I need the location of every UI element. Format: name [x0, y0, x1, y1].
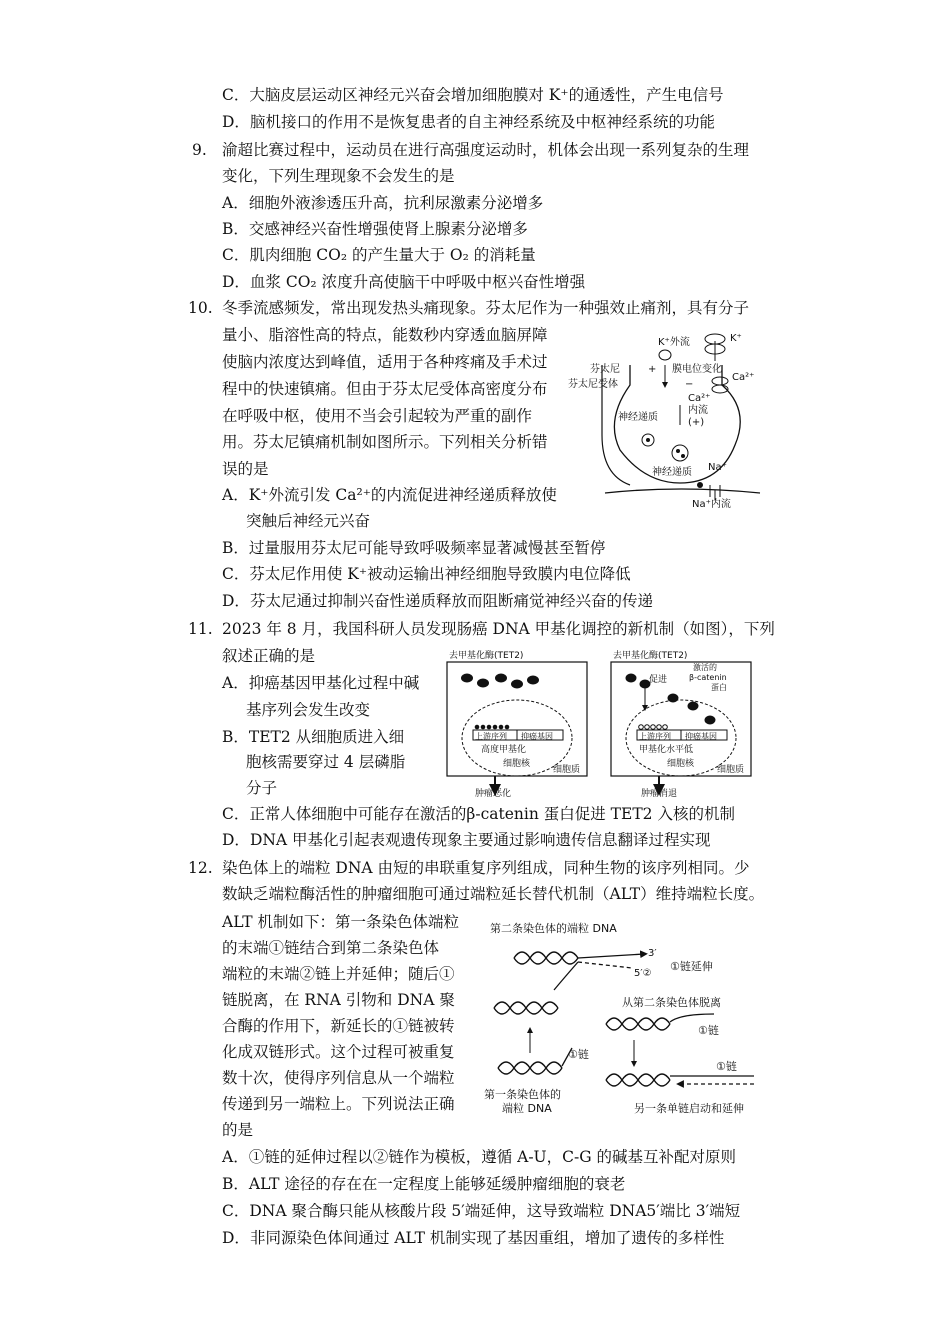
q11-fig-left-upstream: 上游序列: [475, 732, 507, 741]
q11-fig-left-enzyme: 去甲基化酶(TET2): [449, 651, 524, 661]
q10-fig-plus: (+): [688, 417, 705, 428]
q10-fig-membrane-change: 膜电位变化: [672, 364, 722, 375]
q11-fig-right-cytoplasm: 细胞质: [717, 765, 745, 775]
q11-fig-right-nucleus: 细胞核: [667, 759, 695, 769]
q11-fig-left-result: 肿瘤恶化: [475, 789, 512, 798]
q10-fig-transmitter: 神经递质: [618, 412, 658, 423]
q11-fig-right-catenin: β-catenin: [689, 673, 727, 682]
q12-option-a: A．①链的延伸过程以②链作为模板，遵循 A-U，C-G 的碱基互补配对原则: [222, 1148, 737, 1166]
q12-fig-chain1: ①链: [698, 1024, 719, 1037]
q12-stem-line2: 数缺乏端粒酶活性的肿瘤细胞可通过端粒延长替代机制（ALT）维持端粒长度。: [222, 885, 765, 903]
q11-stem-line2: 叙述正确的是: [222, 647, 316, 665]
q12-alt-figure: [484, 918, 774, 1118]
q10-fig-ca: Ca²⁺: [732, 372, 755, 383]
q9-option-a: A．细胞外液渗透压升高，抗利尿激素分泌增多: [222, 194, 544, 212]
q10-option-a-cont: 突触后神经元兴奋: [246, 512, 371, 530]
q11-option-c: C．正常人体细胞中可能存在激活的β-catenin 蛋白促进 TET2 入核的机制: [222, 805, 735, 823]
q11-fig-left-cytoplasm: 细胞质: [553, 765, 581, 775]
q10-stem-line3: 使脑内浓度达到峰值，适用于各种疼痛及手术过: [222, 353, 548, 371]
q10-option-c: C．芬太尼作用使 K⁺被动运输出神经细胞导致膜内电位降低: [222, 565, 631, 583]
q11-fig-left-nucleus: 细胞核: [503, 759, 531, 769]
q9-option-b: B．交感神经兴奋性增强使肾上腺素分泌增多: [222, 220, 528, 238]
q11-number: 11.: [188, 620, 213, 638]
q10-option-d: D．芬太尼通过抑制兴奋性递质释放而阻断痛觉神经兴奋的传递: [222, 592, 653, 610]
q11-fig-right-promote: 促进: [649, 675, 668, 685]
q10-fig-fentanyl: 芬太尼: [590, 364, 620, 375]
q12-option-b: B．ALT 途径的存在在一定程度上能够延缓肿瘤细胞的衰老: [222, 1175, 626, 1193]
q11-option-a: A．抑癌基因甲基化过程中碱: [222, 674, 420, 692]
q10-fig-k-out: K⁺外流: [658, 337, 690, 348]
q11-fig-right-upstream: 上游序列: [639, 732, 671, 741]
q11-fig-right-level: 甲基化水平低: [639, 745, 694, 755]
q12-stem-line7: 合酶的作用下，新延长的①链被转: [222, 1017, 455, 1035]
q11-fig-right-gene: 抑癌基因: [685, 732, 717, 741]
q12-stem-line9: 数十次，使得序列信息从一个端粒: [222, 1069, 455, 1087]
q12-stem-line3: ALT 机制如下：第一条染色体端粒: [222, 913, 459, 931]
q11-fig-left-gene: 抑癌基因: [521, 732, 553, 741]
q9-option-d: D．血浆 CO₂ 浓度升高使脑干中呼吸中枢兴奋性增强: [222, 273, 586, 291]
q10-stem-line6: 用。芬太尼镇痛机制如图所示。下列相关分析错: [222, 433, 548, 451]
q9-number: 9.: [192, 141, 207, 159]
q11-option-a-cont: 基序列会发生改变: [246, 701, 371, 719]
q11-stem-line1: 2023 年 8 月，我国科研人员发现肠癌 DNA 甲基化调控的新机制（如图），下列: [222, 620, 775, 638]
q10-stem-line5: 在呼吸中枢，使用不当会引起较为严重的副作: [222, 407, 533, 425]
q12-option-c: C．DNA 聚合酶只能从核酸片段 5′端延伸，这导致端粒 DNA5′端比 3′端短: [222, 1202, 741, 1220]
q11-fig-left-level: 高度甲基化: [481, 745, 527, 755]
q10-stem-line2: 量小、脂溶性高的特点，能数秒内穿透血脑屏障: [222, 326, 548, 344]
q12-fig-detach: 从第二条染色体脱离: [622, 996, 721, 1009]
q10-option-b: B．过量服用芬太尼可能导致呼吸频率显著减慢甚至暂停: [222, 539, 606, 557]
q10-stem-line7: 误的是: [222, 460, 269, 478]
q12-stem-line5: 端粒的末端②链上并延伸；随后①: [222, 965, 455, 983]
q10-fig-na-in: Na⁺内流: [692, 499, 731, 510]
q10-fig-inflow: 内流: [688, 405, 708, 416]
q10-fig-transmitter2: 神经递质: [652, 467, 692, 478]
q11-option-b-cont2: 分子: [246, 779, 278, 797]
q8-option-d: D．脑机接口的作用不是恢复患者的自主神经系统及中枢神经系统的功能: [222, 113, 715, 131]
q10-fig-receptor: 芬太尼受体: [568, 379, 618, 390]
q10-stem-line1: 冬季流感频发，常出现发热头痛现象。芬太尼作为一种强效止痛剂，具有分子: [222, 299, 750, 317]
q11-option-b-cont1: 胞核需要穿过 4 层磷脂: [246, 753, 406, 771]
q11-methylation-figure: [445, 648, 755, 798]
q9-stem-line2: 变化，下列生理现象不会发生的是: [222, 167, 455, 185]
q10-synapse-figure: [560, 325, 770, 510]
q12-fig-chain1b: ①链: [568, 1048, 589, 1061]
q11-option-d: D．DNA 甲基化引起表观遗传现象主要通过影响遗传信息翻译过程实现: [222, 831, 711, 849]
q12-fig-bottom-left2: 端粒 DNA: [502, 1102, 552, 1115]
q10-stem-line4: 程中的快速镇痛。但由于芬太尼受体高密度分布: [222, 380, 548, 398]
q12-fig-five-prime: 5′②: [634, 968, 652, 979]
q12-stem-line10: 传递到另一端粒上。下列说法正确: [222, 1095, 455, 1113]
q10-fig-ca-in: Ca²⁺: [688, 393, 711, 404]
q12-fig-bottom-left1: 第一条染色体的: [484, 1088, 561, 1101]
q9-option-c: C．肌肉细胞 CO₂ 的产生量大于 O₂ 的消耗量: [222, 246, 536, 264]
q8-option-c: C．大脑皮层运动区神经元兴奋会增加细胞膜对 K⁺的通透性，产生电信号: [222, 86, 724, 104]
q10-option-a: A．K⁺外流引发 Ca²⁺的内流促进神经递质释放使: [222, 486, 557, 504]
q11-fig-right-protein: 蛋白: [711, 683, 727, 692]
q12-number: 12.: [188, 859, 213, 877]
q12-option-d: D．非同源染色体间通过 ALT 机制实现了基因重组，增加了遗传的多样性: [222, 1229, 725, 1247]
q12-fig-bottom-right: 另一条单链启动和延伸: [634, 1102, 744, 1115]
q10-fig-sign-plus: +: [648, 364, 657, 375]
q11-fig-right-enzyme: 去甲基化酶(TET2): [613, 651, 688, 661]
q12-fig-three-prime: 3′: [648, 948, 657, 959]
q12-fig-chain1c: ①链: [716, 1060, 737, 1073]
q11-option-b: B．TET2 从细胞质进入细: [222, 728, 405, 746]
q9-stem-line1: 渝超比赛过程中，运动员在进行高强度运动时，机体会出现一系列复杂的生理: [222, 141, 750, 159]
q11-fig-right-result: 肿瘤消退: [641, 789, 678, 798]
q10-fig-k-ion: K⁺: [730, 333, 742, 344]
q10-number: 10.: [188, 299, 213, 317]
q12-stem-line8: 化成双链形式。这个过程可被重复: [222, 1043, 455, 1061]
q12-stem-line1: 染色体上的端粒 DNA 由短的串联重复序列组成，同种生物的该序列相同。少: [222, 859, 750, 877]
q10-fig-na: Na⁺: [708, 462, 727, 473]
q12-fig-chain1-extend: ①链延伸: [670, 960, 713, 973]
q12-fig-top-label: 第二条染色体的端粒 DNA: [490, 922, 617, 935]
q10-fig-sign-minus: −: [685, 379, 694, 390]
q11-fig-right-activated: 激活的: [693, 663, 717, 672]
q12-stem-line4: 的末端①链结合到第二条染色体: [222, 939, 440, 957]
q12-stem-line6: 链脱离，在 RNA 引物和 DNA 聚: [222, 991, 455, 1009]
q12-stem-line11: 的是: [222, 1121, 254, 1139]
